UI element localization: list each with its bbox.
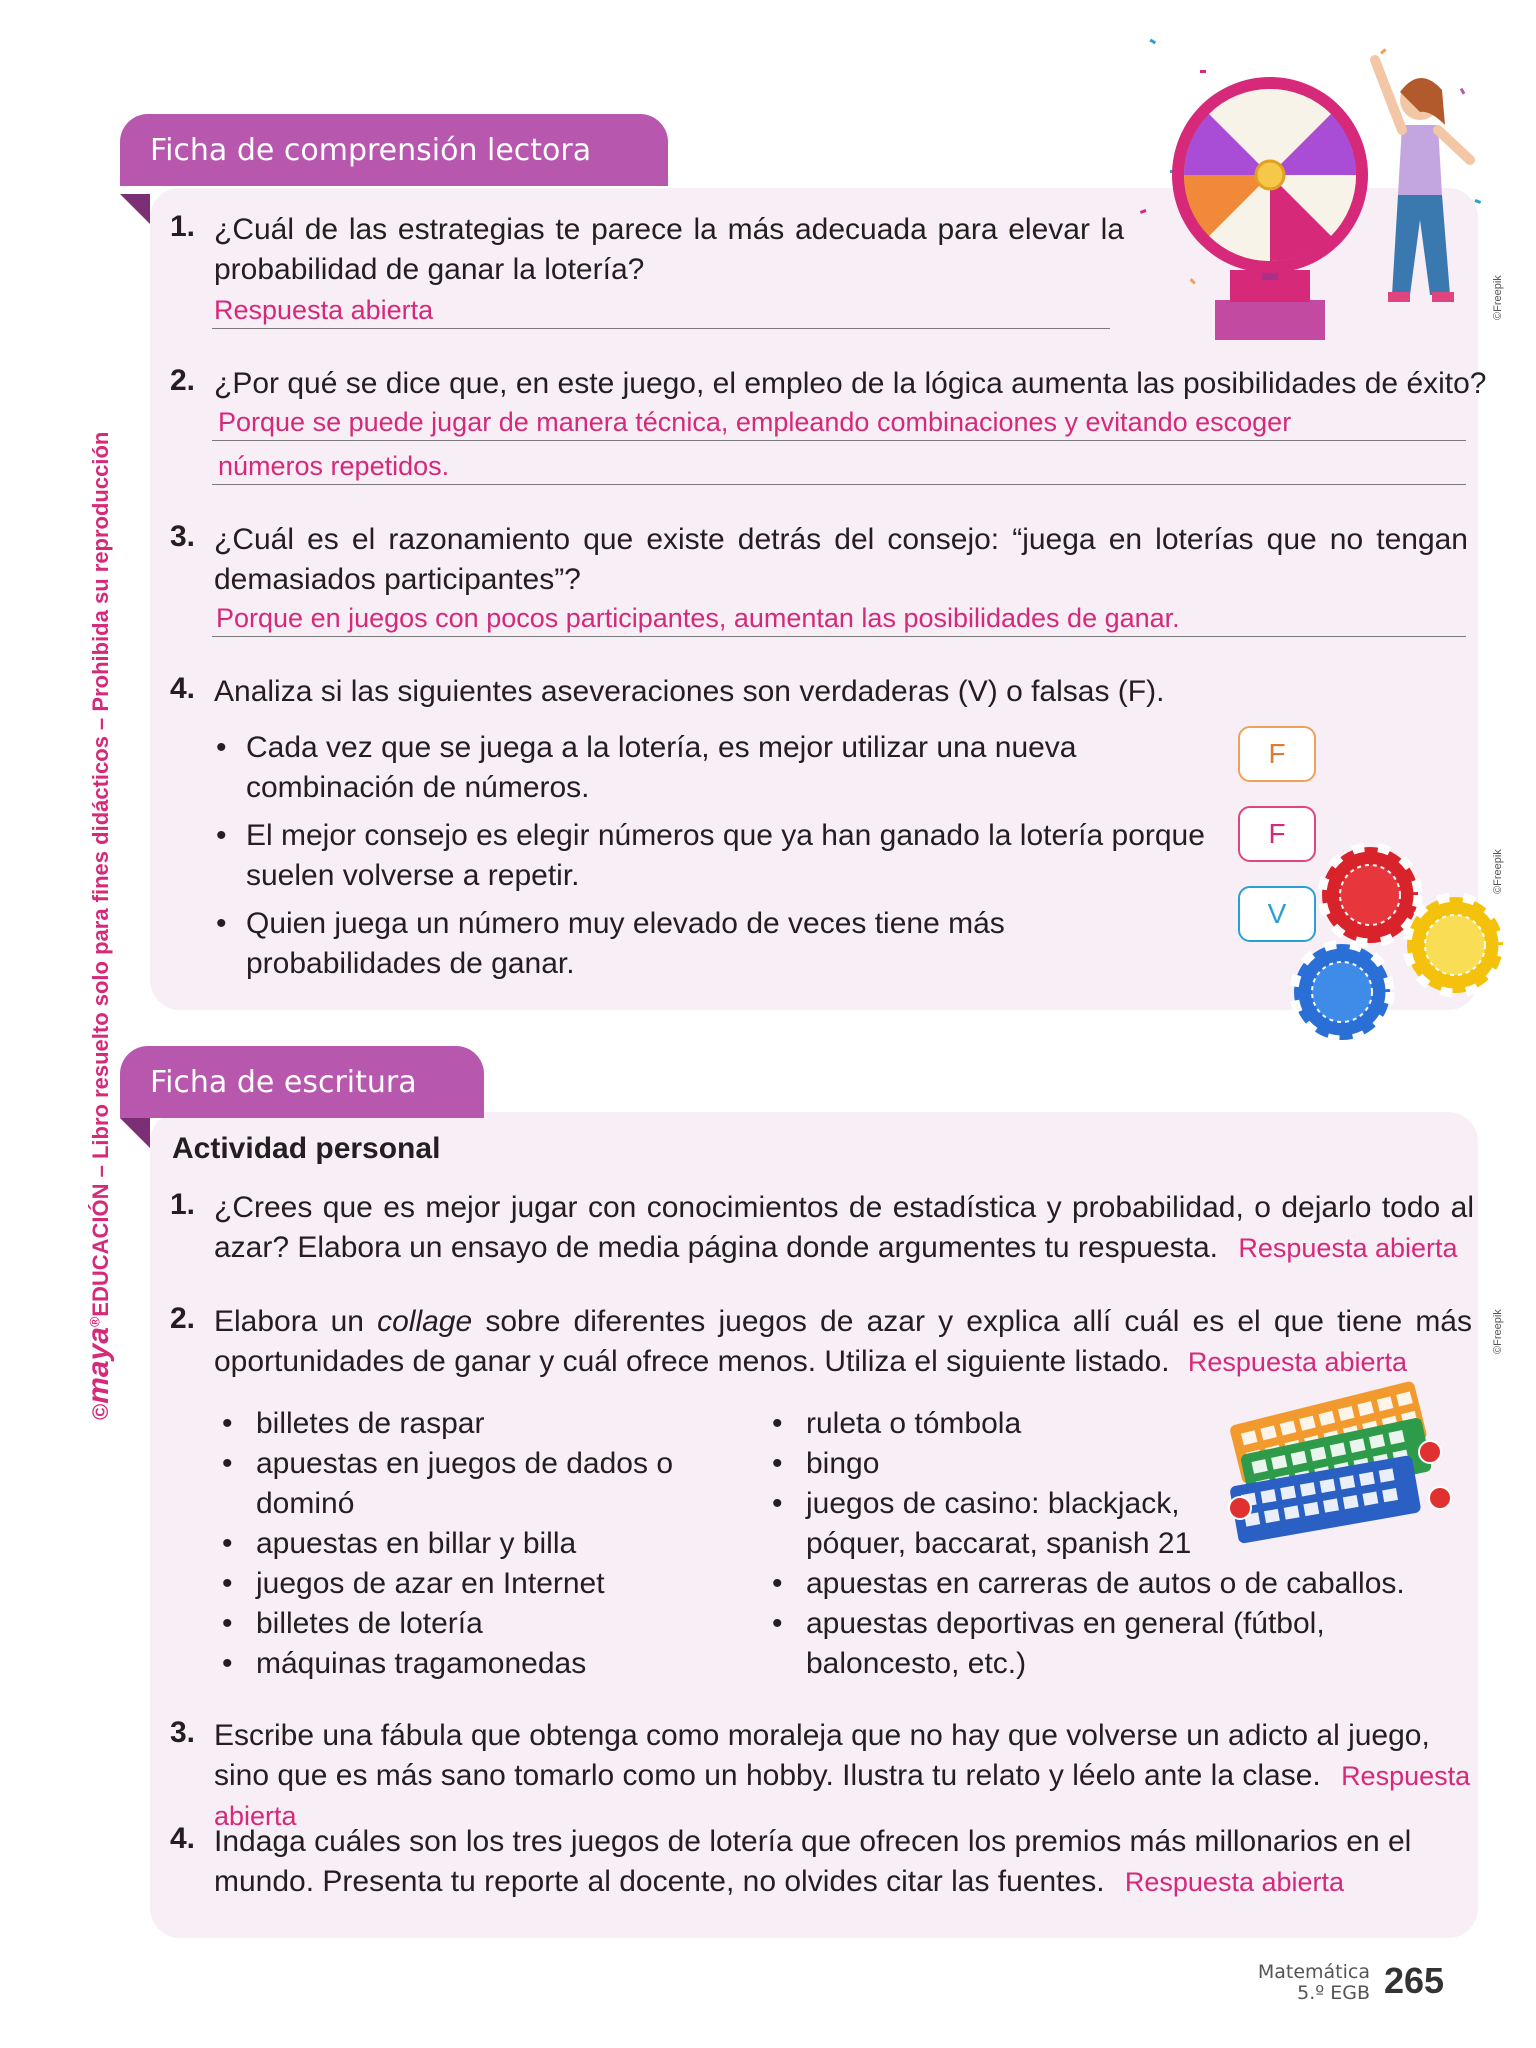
folio-subject-grade — [1220, 1962, 1370, 2004]
vf-answer-box-3: V — [1238, 886, 1316, 942]
folio-subject: Matemática — [1257, 1961, 1370, 1983]
brand-maya: maya — [82, 1327, 115, 1404]
writing-answer-q4: Respuesta abierta — [1124, 1867, 1345, 1897]
photo-credit-1: ©Freepik — [1492, 275, 1504, 320]
writing-question-3-number: 3. — [170, 1716, 196, 1749]
question-1-number: 1. — [170, 210, 196, 243]
answer-q2-line1: Porque se puede jugar de manera técnica, empleando combinaciones y evitando escoger — [218, 407, 1292, 437]
writing-question-2-text: Elabora un collage sobre diferentes juegos de azar y explica allí cuál es el que tiene más oportunidades de ganar y cuál ofrece menos. Utiliza el siguiente listado. Respuesta abierta — [214, 1305, 1472, 1378]
answer-q2-line2: números repetidos. — [218, 451, 450, 481]
list-item: • billetes de raspar — [218, 1404, 738, 1444]
answer-q1: Respuesta abierta — [214, 295, 434, 325]
list-item: • juegos de casino: blackjack, póquer, baccarat, spanish 21 — [768, 1484, 1216, 1564]
statement-1: • Cada vez que se juega a la lotería, es mejor utilizar una nueva combinación de números. — [216, 731, 1077, 804]
answer-line-q1 — [212, 295, 1110, 329]
red-chip — [1322, 847, 1418, 943]
question-4-number: 4. — [170, 672, 196, 705]
list-item: • apuestas en carreras de autos o de caballos. — [768, 1564, 1458, 1604]
writing-question-4-number: 4. — [170, 1822, 196, 1855]
writing-question-1-number: 1. — [170, 1188, 196, 1221]
list-item: • billetes de lotería — [218, 1604, 738, 1644]
yellow-chip — [1407, 897, 1503, 993]
writing-answer-q1: Respuesta abierta — [1238, 1233, 1458, 1263]
question-2-number: 2. — [170, 364, 196, 397]
answer-line-q2a — [212, 407, 1466, 441]
section-title-writing: Ficha de escritura — [120, 1046, 484, 1118]
question-2-text: ¿Por qué se dice que, en este juego, el empleo de la lógica aumenta las posibilidades de éxito? — [214, 367, 1487, 400]
list-item: • ruleta o tómbola — [768, 1404, 1458, 1444]
prize-wheel-illustration — [1130, 30, 1510, 350]
tab-fold-2 — [120, 1118, 150, 1148]
list-item: • apuestas en billar y billa — [218, 1524, 738, 1564]
answer-line-q2b — [212, 451, 1466, 485]
subtitle-personal-activity: Actividad personal — [172, 1132, 441, 1165]
games-list-left — [218, 1404, 738, 1684]
answer-q3: Porque en juegos con pocos participantes, aumentan las posibilidades de ganar. — [216, 603, 1180, 633]
photo-credit-3: ©Freepik — [1492, 1309, 1504, 1354]
question-1-text: ¿Cuál de las estrategias te parece la más adecuada para elevar la probabilidad de ganar la lotería? — [214, 213, 1124, 286]
writing-question-4-text: Indaga cuáles son los tres juegos de lotería que ofrecen los premios más millonarios en el mundo. Presenta tu reporte al docente, no olvides citar las fuentes. Respuesta abierta — [214, 1825, 1412, 1898]
statement-2: • El mejor consejo es elegir números que ya han ganado la lotería porque suelen volverse a repetir. — [216, 819, 1205, 892]
bingo-cards-illustration — [1218, 1370, 1458, 1550]
answer-line-q3 — [212, 603, 1466, 637]
list-item: • apuestas deportivas en general (fútbol, baloncesto, etc.) — [768, 1604, 1366, 1684]
list-item: • máquinas tragamonedas — [218, 1644, 738, 1684]
writing-question-3-text: Escribe una fábula que obtenga como moraleja que no hay que volverse un adicto al juego, sino que es más sano tomarlo como un hobby. Ilustra tu relato y léelo ante la clase. Respuesta abierta — [214, 1719, 1471, 1831]
question-4-text: Analiza si las siguientes aseveraciones son verdaderas (V) o falsas (F). — [214, 675, 1165, 708]
wheel-stand-base — [1215, 300, 1325, 340]
tab-fold — [120, 194, 150, 224]
question-3-text: ¿Cuál es el razonamiento que existe detrás del consejo: “juega en loterías que no tengan demasiados participantes”? — [214, 523, 1468, 596]
vf-answer-box-1: F — [1238, 726, 1316, 782]
list-item: • juegos de azar en Internet — [218, 1564, 738, 1604]
blue-chip — [1294, 944, 1390, 1040]
folio-grade: 5.º EGB — [1297, 1982, 1370, 2004]
writing-answer-q3: Respuesta abierta — [214, 1761, 1471, 1831]
vf-answer-box-2: F — [1238, 806, 1316, 862]
list-item: • apuestas en juegos de dados o dominó — [218, 1444, 738, 1524]
list-item: • bingo — [768, 1444, 1458, 1484]
page-number: 265 — [1384, 1960, 1445, 2001]
section-title-reading: Ficha de comprensión lectora — [120, 114, 668, 186]
writing-answer-q2: Respuesta abierta — [1187, 1347, 1408, 1377]
copyright-side-text: ©maya®EDUCACIÓN – Libro resuelto solo para fines didácticos – Prohibida su reproducción — [82, 431, 115, 1420]
question-3-number: 3. — [170, 520, 196, 553]
woman-figure — [1375, 60, 1470, 302]
casino-chips-illustration — [1290, 840, 1510, 1050]
writing-question-1-text: ¿Crees que es mejor jugar con conocimientos de estadística y probabilidad, o dejarlo todo al azar? Elabora un ensayo de media página donde argumentes tu respuesta. Respuesta abierta — [214, 1191, 1474, 1264]
writing-question-2-number: 2. — [170, 1302, 196, 1335]
statement-3: • Quien juega un número muy elevado de veces tiene más probabilidades de ganar. — [216, 907, 1005, 980]
photo-credit-2: ©Freepik — [1492, 849, 1504, 894]
